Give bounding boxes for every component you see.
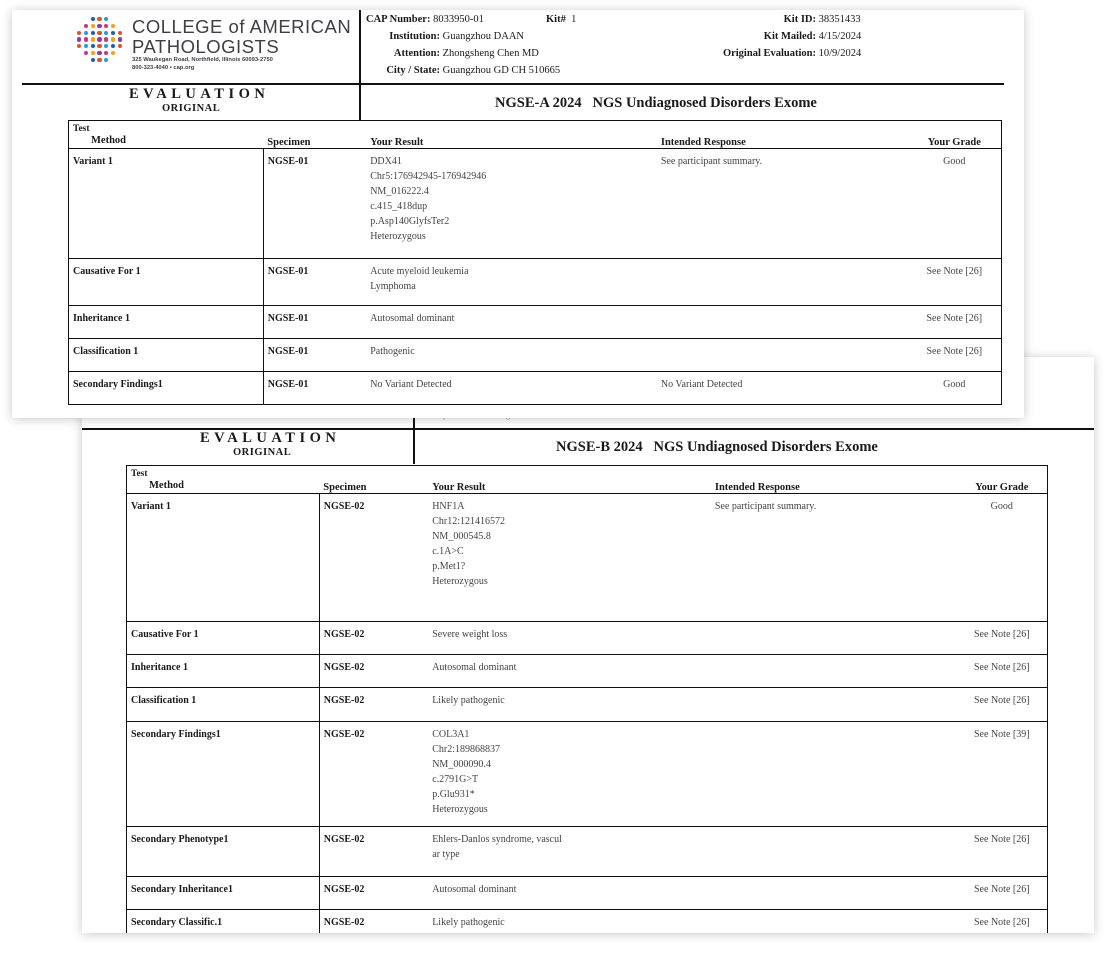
column-header-intended: Intended Response — [657, 121, 908, 149]
your-result-cell — [366, 306, 657, 339]
logo-dot — [84, 31, 88, 35]
test-method-cell: Variant 1 — [69, 149, 264, 259]
logo-dot — [97, 31, 101, 35]
result-line: No Variant Detected — [370, 379, 452, 390]
your-result-cell — [428, 877, 711, 910]
logo-dot — [104, 24, 108, 28]
result-line: Autosomal dominant — [370, 313, 455, 324]
test-method-cell: Classification 1 — [127, 688, 320, 722]
logo-dot — [91, 17, 95, 21]
logo-dot — [104, 37, 108, 41]
specimen-cell: NGSE-01 — [263, 306, 366, 339]
your-result-cell — [366, 339, 657, 372]
logo-dot — [84, 51, 88, 55]
logo-dot — [91, 37, 95, 41]
result-line: NM_016222.4 — [370, 186, 429, 197]
your-grade-cell: See Note [26] — [957, 688, 1048, 722]
test-method-cell: Classification 1 — [69, 339, 264, 372]
result-line: Likely pathogenic — [432, 695, 505, 706]
evaluation-subtitle: ORIGINAL — [162, 103, 221, 114]
logo-dot — [111, 24, 115, 28]
results-table — [126, 465, 1048, 933]
test-method-cell: Causative For 1 — [69, 259, 264, 306]
your-result-cell — [366, 259, 657, 306]
table-row — [127, 688, 1048, 722]
result-line: p.Met1? — [432, 561, 466, 572]
your-result-cell — [428, 688, 711, 722]
column-header-specimen: Specimen — [319, 466, 428, 494]
result-line: Severe weight loss — [432, 629, 508, 640]
logo-dot — [118, 31, 122, 35]
column-header-grade: Your Grade — [908, 121, 1002, 149]
result-line: Lymphoma — [370, 281, 416, 292]
logo-title-line2: PATHOLOGISTS — [132, 36, 280, 57]
logo-dot — [91, 51, 95, 55]
logo-dot — [104, 31, 108, 35]
table-row — [69, 372, 1002, 405]
your-grade-cell: See Note [26] — [908, 306, 1002, 339]
column-header-result: Your Result — [366, 121, 657, 149]
logo-dot — [97, 58, 101, 62]
your-result-cell — [366, 372, 657, 405]
specimen-cell: NGSE-01 — [263, 149, 366, 259]
logo-dot — [84, 24, 88, 28]
results-body — [127, 494, 1048, 934]
result-line: Likely pathogenic — [432, 917, 505, 928]
test-method-cell: Secondary Phenotype1 — [127, 827, 320, 877]
city-state-row: City / State: Guangzhou GD CH 510665 — [386, 65, 561, 76]
result-line: Autosomal dominant — [432, 884, 517, 895]
result-line: ar type — [432, 849, 460, 860]
kit-id-row: Kit ID: 38351433 — [783, 14, 861, 25]
intended-response-cell — [711, 655, 957, 688]
your-result-cell — [428, 910, 711, 934]
table-row — [69, 149, 1002, 259]
logo-dot — [111, 44, 115, 48]
table-header-row — [127, 466, 1048, 494]
your-grade-cell: See Note [26] — [957, 655, 1048, 688]
intended-response-cell — [711, 827, 957, 877]
logo-dot — [77, 31, 81, 35]
column-header-test: Test Method — [69, 121, 264, 149]
logo-dot — [104, 44, 108, 48]
table-row — [127, 877, 1048, 910]
table-row — [127, 910, 1048, 934]
specimen-cell: NGSE-02 — [319, 622, 428, 655]
table-row — [127, 622, 1048, 655]
result-line: NM_000090.4 — [432, 759, 491, 770]
specimen-cell: NGSE-02 — [319, 877, 428, 910]
table-header-row — [69, 121, 1002, 149]
logo-contact: 800-323-4040 • cap.org — [132, 65, 195, 71]
result-line: c.415_418dup — [370, 201, 428, 212]
evaluation-sheet-ngse-a — [12, 10, 1024, 418]
result-line: c.2791G>T — [432, 774, 479, 785]
logo-dot — [97, 24, 101, 28]
table-row — [127, 655, 1048, 688]
your-grade-cell: See Note [39] — [957, 722, 1048, 827]
header-divider — [359, 10, 361, 120]
specimen-cell: NGSE-01 — [263, 339, 366, 372]
logo-dot — [118, 37, 122, 41]
your-result-cell — [428, 655, 711, 688]
column-header-result: Your Result — [428, 466, 711, 494]
specimen-cell: NGSE-02 — [319, 910, 428, 934]
intended-response-cell — [711, 722, 957, 827]
evaluation-title: EVALUATION — [200, 430, 341, 446]
logo-dot — [104, 51, 108, 55]
intended-response-cell: No Variant Detected — [657, 372, 908, 405]
test-title — [556, 439, 878, 456]
test-name: NGS Undiagnosed Disorders Exome — [653, 439, 878, 455]
logo-dot — [77, 44, 81, 48]
specimen-cell: NGSE-02 — [319, 494, 428, 622]
result-line: COL3A1 — [432, 729, 470, 740]
logo-dot — [91, 31, 95, 35]
table-row — [69, 306, 1002, 339]
your-result-cell — [366, 149, 657, 259]
result-line: p.Asp140GlyfsTer2 — [370, 216, 450, 227]
intended-response-cell: See participant summary. — [657, 149, 908, 259]
table-row — [69, 339, 1002, 372]
logo-dot — [84, 37, 88, 41]
result-line: Pathogenic — [370, 346, 415, 357]
intended-response-cell — [711, 877, 957, 910]
result-line: Chr5:176942945-176942946 — [370, 171, 487, 182]
intended-response-cell — [657, 306, 908, 339]
table-row — [69, 259, 1002, 306]
specimen-cell: NGSE-02 — [319, 655, 428, 688]
logo-dot — [84, 44, 88, 48]
intended-response-cell: See participant summary. — [711, 494, 957, 622]
logo-dot — [91, 58, 95, 62]
result-line: c.1A>C — [432, 546, 464, 557]
your-grade-cell: Good — [957, 494, 1048, 622]
evaluation-subtitle: ORIGINAL — [233, 447, 292, 458]
table-row — [127, 722, 1048, 827]
intended-response-cell — [657, 339, 908, 372]
result-line: Heterozygous — [432, 804, 488, 815]
intended-response-cell — [711, 622, 957, 655]
logo-dot — [118, 44, 122, 48]
column-header-intended: Intended Response — [711, 466, 957, 494]
results-body — [69, 149, 1002, 405]
specimen-cell: NGSE-02 — [319, 688, 428, 722]
your-grade-cell: See Note [26] — [957, 622, 1048, 655]
your-result-cell — [428, 494, 711, 622]
result-line: Heterozygous — [432, 576, 488, 587]
results-table — [68, 120, 1002, 405]
result-line: NM_000545.8 — [432, 531, 491, 542]
specimen-cell: NGSE-02 — [319, 722, 428, 827]
result-line: Chr12:121416572 — [432, 516, 505, 527]
logo-dot — [111, 51, 115, 55]
test-code: NGSE-B 2024 — [556, 439, 643, 455]
your-grade-cell: See Note [26] — [957, 910, 1048, 934]
test-method-cell: Inheritance 1 — [127, 655, 320, 688]
logo-dot — [111, 31, 115, 35]
specimen-cell: NGSE-01 — [263, 372, 366, 405]
attention-row: Attention: Zhongsheng Chen MD — [393, 48, 539, 59]
kit-mailed-row: Kit Mailed: 4/15/2024 — [763, 31, 862, 42]
result-line: Acute myeloid leukemia — [370, 266, 469, 277]
intended-response-cell — [657, 259, 908, 306]
logo-dot — [91, 44, 95, 48]
logo-title-line1: COLLEGE of AMERICAN — [132, 16, 352, 37]
logo-address: 325 Waukegan Road, Northfield, Illinois 60093-2750 — [132, 57, 273, 63]
logo-dot — [104, 17, 108, 21]
kit-number: Kit# 1 — [546, 14, 577, 25]
test-method-cell: Secondary Findings1 — [69, 372, 264, 405]
cap-logo — [76, 16, 124, 64]
institution-row: Institution: Guangzhou DAAN — [389, 31, 524, 42]
logo-dot — [97, 17, 101, 21]
test-method-cell: Secondary Inheritance1 — [127, 877, 320, 910]
your-result-cell — [428, 622, 711, 655]
your-result-cell — [428, 827, 711, 877]
test-method-cell: Secondary Classific.1 — [127, 910, 320, 934]
table-row — [127, 494, 1048, 622]
result-line: Chr2:189868837 — [432, 744, 500, 755]
your-grade-cell: See Note [26] — [957, 877, 1048, 910]
column-header-test: Test Method — [127, 466, 320, 494]
logo-dot — [111, 37, 115, 41]
your-grade-cell: See Note [26] — [957, 827, 1048, 877]
test-method-cell: Causative For 1 — [127, 622, 320, 655]
test-code: NGSE-A 2024 — [495, 95, 582, 111]
specimen-cell: NGSE-02 — [319, 827, 428, 877]
cap-number: CAP Number: 8033950-01 — [366, 14, 484, 25]
logo-dot — [97, 51, 101, 55]
logo-dot — [91, 24, 95, 28]
your-grade-cell: See Note [26] — [908, 339, 1002, 372]
logo-dot — [97, 37, 101, 41]
evaluation-title: EVALUATION — [129, 86, 270, 102]
specimen-cell: NGSE-01 — [263, 259, 366, 306]
test-method-cell: Inheritance 1 — [69, 306, 264, 339]
your-grade-cell: Good — [908, 149, 1002, 259]
logo-dot — [104, 58, 108, 62]
result-line: Heterozygous — [370, 231, 426, 242]
result-line: Ehlers-Danlos syndrome, vascul — [432, 834, 562, 845]
column-header-grade: Your Grade — [957, 466, 1048, 494]
intended-response-cell — [711, 910, 957, 934]
logo-dot — [77, 37, 81, 41]
logo-dot — [97, 44, 101, 48]
cap-logo-mark — [76, 16, 124, 64]
your-grade-cell: Good — [908, 372, 1002, 405]
test-name: NGS Undiagnosed Disorders Exome — [592, 95, 817, 111]
result-line: HNF1A — [432, 501, 465, 512]
your-grade-cell: See Note [26] — [908, 259, 1002, 306]
result-line: p.Glu931* — [432, 789, 475, 800]
test-title — [495, 95, 817, 112]
column-header-specimen: Specimen — [263, 121, 366, 149]
result-line: Autosomal dominant — [432, 662, 517, 673]
evaluation-sheet-ngse-b — [82, 357, 1094, 933]
test-method-cell: Variant 1 — [127, 494, 320, 622]
intended-response-cell — [711, 688, 957, 722]
test-method-cell: Secondary Findings1 — [127, 722, 320, 827]
header-rule — [22, 83, 1004, 85]
your-result-cell — [428, 722, 711, 827]
original-evaluation-row: Original Evaluation: 10/9/2024 — [722, 48, 862, 59]
table-row — [127, 827, 1048, 877]
result-line: DDX41 — [370, 156, 402, 167]
